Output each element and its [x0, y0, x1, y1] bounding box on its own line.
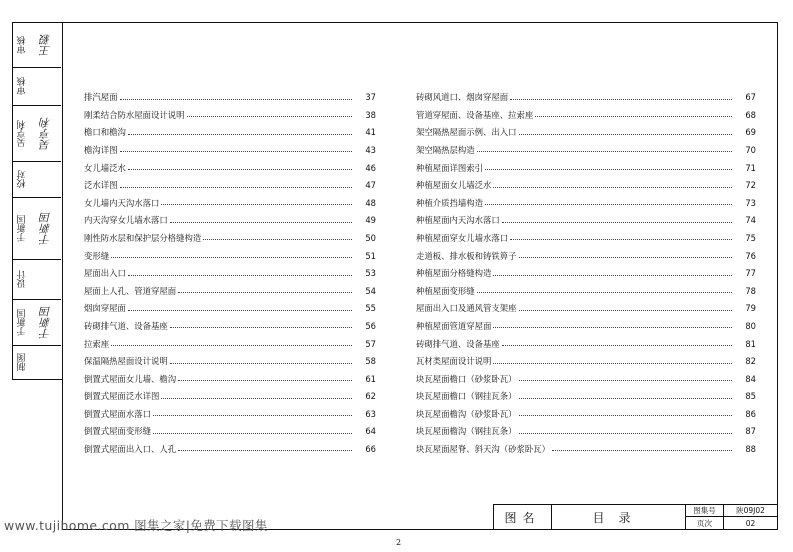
toc-entry: [416, 295, 756, 313]
toc-entry-page: 72: [745, 180, 756, 191]
toc-entry-title: 檐口和檐沟: [84, 127, 126, 138]
toc-entry: [84, 172, 376, 190]
toc-entry: [84, 242, 376, 260]
dot-leader: [178, 450, 352, 451]
drawing-title: 目录: [552, 505, 686, 529]
toc-entry: [416, 137, 756, 155]
toc-entry: [416, 313, 756, 331]
drawing-name-label: 图名: [494, 505, 552, 529]
toc-entry: [84, 418, 376, 436]
dot-leader: [170, 222, 352, 223]
side-label: 设计: [17, 270, 28, 289]
toc-entry-page: 54: [365, 285, 376, 296]
toc-entry-page: 53: [365, 268, 376, 279]
side-label: 于新国: [17, 309, 28, 336]
dot-leader: [161, 398, 352, 399]
toc-entry-title: 种植介质挡墙构造: [416, 197, 483, 208]
toc-entry: [84, 137, 376, 155]
toc-entry-title: 倒置式屋面出入口、人孔: [84, 444, 177, 455]
toc-entry: [84, 348, 376, 366]
toc-entry: [84, 436, 376, 454]
dot-leader: [128, 310, 352, 311]
dot-leader: [203, 239, 352, 240]
toc-entry-page: 82: [745, 356, 756, 367]
toc-entry-page: 76: [745, 250, 756, 261]
toc-entry: [84, 401, 376, 419]
toc-entry-page: 79: [745, 303, 756, 314]
dot-leader: [502, 222, 732, 223]
dot-leader: [519, 134, 733, 135]
toc-entry-page: 41: [365, 127, 376, 138]
toc-entry: [416, 84, 756, 102]
toc-entry-title: 泛水详图: [84, 180, 118, 191]
toc-entry-page: 57: [365, 338, 376, 349]
dot-leader: [493, 327, 732, 328]
toc-entry: [84, 225, 376, 243]
toc-entry-title: 管道穿屋面、设备基座、拉索座: [416, 109, 534, 120]
toc-entry-page: 84: [745, 373, 756, 384]
toc-entry: [84, 154, 376, 172]
dot-leader: [493, 187, 732, 188]
toc-entry-title: 倒置式屋面泛水详图: [84, 391, 160, 402]
toc-entry-title: 架空隔热屋面示例、出入口: [416, 127, 517, 138]
toc-entry-page: 81: [745, 338, 756, 349]
toc-entry-page: 85: [745, 391, 756, 402]
side-label: 审核: [17, 36, 28, 54]
toc-entry-title: 女儿墙内天沟水落口: [84, 197, 160, 208]
signature: [33, 260, 59, 299]
toc-entry-page: 48: [365, 197, 376, 208]
toc-entry: [84, 102, 376, 120]
toc-entry-title: 烟囱穿屋面: [84, 303, 126, 314]
side-cell-3: [13, 105, 61, 161]
dot-leader: [510, 239, 732, 240]
toc-entry: [416, 260, 756, 278]
signature: 于新国: [39, 212, 52, 245]
toc-entry-page: 69: [745, 127, 756, 138]
title-block: [493, 504, 778, 530]
dot-leader: [493, 363, 732, 364]
dot-leader: [128, 275, 352, 276]
toc-entry: [416, 225, 756, 243]
dot-leader: [187, 116, 353, 117]
toc-entry-page: 50: [365, 232, 376, 243]
toc-entry-title: 砖砌排气道、设备基座: [416, 338, 500, 349]
page-number: 02: [745, 518, 756, 528]
toc-entry: [416, 401, 756, 419]
toc-entry-title: 女儿墙泛水: [84, 162, 126, 173]
dot-leader: [519, 257, 733, 258]
side-cell-2: [13, 67, 61, 105]
signature: 于新国: [39, 306, 52, 339]
dot-leader: [535, 116, 732, 117]
footer-page-number: 2: [396, 538, 402, 547]
side-cell-7: [13, 299, 61, 345]
toc-entry-page: 58: [365, 356, 376, 367]
toc-entry-page: 56: [365, 320, 376, 331]
toc-entry: [84, 330, 376, 348]
toc-entry-title: 种植屋面变形缝: [416, 285, 475, 296]
side-cell-4: [13, 161, 61, 197]
dot-leader: [170, 327, 352, 328]
toc-entry-title: 种植屋面女儿墙泛水: [416, 180, 492, 191]
toc-entry-title: 屋面出入口及通风管支架座: [416, 303, 517, 314]
toc-entry-page: 51: [365, 250, 376, 261]
toc-entry-title: 瓦材类屋面设计说明: [416, 356, 492, 367]
toc-entry-page: 74: [745, 215, 756, 226]
dot-leader: [178, 380, 352, 381]
toc-entry: [84, 383, 376, 401]
dot-leader: [502, 345, 732, 346]
side-label: 于新国: [17, 215, 28, 242]
toc-entry: [416, 242, 756, 260]
dot-leader: [493, 275, 732, 276]
toc-entry-title: 块瓦屋面檐沟（钢挂瓦条）: [416, 426, 517, 437]
toc-entry: [416, 190, 756, 208]
toc-entry: [416, 383, 756, 401]
dot-leader: [178, 292, 352, 293]
toc-entry-page: 37: [365, 92, 376, 103]
signature: 吴亨利: [39, 117, 52, 150]
review-signature-panel: [12, 22, 62, 380]
dot-leader: [477, 151, 732, 152]
toc-entry-page: 38: [365, 109, 376, 120]
toc-entry-page: 80: [745, 320, 756, 331]
toc-entry-page: 75: [745, 232, 756, 243]
toc-entry-title: 种植屋面穿女儿墙水落口: [416, 232, 509, 243]
side-cell-1: [13, 23, 61, 67]
toc-entry-title: 种植屋面分格缝构造: [416, 268, 492, 279]
toc-entry: [416, 348, 756, 366]
side-cell-6: [13, 259, 61, 299]
toc-entry-page: 86: [745, 408, 756, 419]
dot-leader: [519, 398, 733, 399]
toc-entry-title: 砖砌排气道、设备基座: [84, 320, 168, 331]
page-number-row: [686, 517, 777, 529]
signature: [33, 346, 59, 379]
toc-entry-title: 倒置式屋面水落口: [84, 408, 151, 419]
toc-entry: [416, 207, 756, 225]
toc-entry: [416, 418, 756, 436]
toc-entry-title: 屋面出入口: [84, 268, 126, 279]
side-label: 审核: [17, 77, 28, 96]
toc-entry-title: 块瓦屋面檐口（砂浆卧瓦）: [416, 373, 517, 384]
toc-entry-title: 屋面上人孔、管道穿屋面: [84, 285, 177, 296]
toc-entry: [416, 278, 756, 296]
toc-entry: [84, 295, 376, 313]
dot-leader: [519, 380, 733, 381]
toc-entry-title: 种植屋面内天沟水落口: [416, 215, 500, 226]
toc-entry: [84, 313, 376, 331]
toc-entry-page: 46: [365, 162, 376, 173]
watermark: www.tujihome.com 图集之家|免费下载图集: [4, 518, 268, 533]
dot-leader: [170, 363, 352, 364]
toc-entry: [84, 84, 376, 102]
toc-entry: [416, 330, 756, 348]
dot-leader: [161, 204, 352, 205]
toc-entry-title: 排汽屋面: [84, 92, 118, 103]
toc-entry-title: 块瓦屋面檐口（钢挂瓦条）: [416, 391, 517, 402]
toc-entry-page: 64: [365, 426, 376, 437]
dot-leader: [477, 292, 732, 293]
toc-entry: [416, 119, 756, 137]
dot-leader: [120, 151, 353, 152]
dot-leader: [111, 345, 352, 346]
toc-left-column: [84, 84, 376, 453]
signature: [33, 162, 59, 197]
dot-leader: [552, 450, 732, 451]
side-cell-8: [13, 345, 61, 379]
toc-entry-page: 68: [745, 109, 756, 120]
toc-entry: [84, 260, 376, 278]
toc-entry-page: 70: [745, 144, 756, 155]
toc-entry-title: 块瓦屋面檐沟（砂浆卧瓦）: [416, 408, 517, 419]
dot-leader: [519, 433, 733, 434]
toc-entry: [416, 436, 756, 454]
toc-entry-page: 43: [365, 144, 376, 155]
toc-entry-title: 倒置式屋面女儿墙、檐沟: [84, 373, 177, 384]
atlas-number-row: [686, 505, 777, 517]
toc-entry: [84, 119, 376, 137]
side-cell-5: [13, 197, 61, 259]
toc-entry: [416, 366, 756, 384]
toc-entry-title: 檐沟详图: [84, 144, 118, 155]
toc-entry-page: 71: [745, 162, 756, 173]
toc-entry-title: 刚柔结合防水屋面设计说明: [84, 109, 185, 120]
toc-entry-title: 走道板、排水板和铸铁箅子: [416, 250, 517, 261]
side-label: 制图: [17, 353, 28, 372]
toc-entry-page: 47: [365, 180, 376, 191]
dot-leader: [111, 257, 352, 258]
toc-entry-title: 变形缝: [84, 250, 110, 261]
toc-entry-title: 块瓦屋面屋脊、斜天沟（砂浆卧瓦）: [416, 444, 550, 455]
dot-leader: [519, 310, 733, 311]
atlas-number: 陕09J02: [736, 506, 765, 515]
toc-entry: [416, 172, 756, 190]
toc-entry-page: 63: [365, 408, 376, 419]
toc-entry: [84, 278, 376, 296]
toc-entry-title: 种植屋面管道穿屋面: [416, 320, 492, 331]
dot-leader: [485, 169, 732, 170]
dot-leader: [128, 134, 352, 135]
toc-entry-page: 87: [745, 426, 756, 437]
side-label: 吴亨利: [17, 120, 28, 147]
signature: [33, 68, 59, 105]
toc-entry-page: 88: [745, 444, 756, 455]
toc-entry: [416, 154, 756, 172]
dot-leader: [510, 99, 732, 100]
toc-entry: [84, 207, 376, 225]
toc-entry-title: 倒置式屋面变形缝: [84, 426, 151, 437]
toc-entry-page: 78: [745, 285, 756, 296]
toc-entry-page: 61: [365, 373, 376, 384]
atlas-info: [686, 505, 777, 529]
atlas-number-label: 图集号: [686, 505, 724, 516]
dot-leader: [153, 415, 352, 416]
toc-entry-page: 49: [365, 215, 376, 226]
toc-right-column: [416, 84, 756, 453]
dot-leader: [128, 169, 352, 170]
toc-entry-page: 55: [365, 303, 376, 314]
dot-leader: [485, 204, 732, 205]
dot-leader: [120, 99, 353, 100]
dot-leader: [153, 433, 352, 434]
dot-leader: [120, 187, 353, 188]
toc-entry-page: 77: [745, 268, 756, 279]
toc-entry-page: 67: [745, 92, 756, 103]
toc-entry: [84, 366, 376, 384]
page-number-label: 页次: [686, 517, 724, 529]
signature: 王毅: [39, 34, 52, 56]
toc-entry-title: 砖砌风道口、烟囱穿屋面: [416, 92, 509, 103]
toc-entry-title: 架空隔热层构造: [416, 144, 475, 155]
toc-entry-title: 种植屋面详图索引: [416, 162, 483, 173]
dot-leader: [519, 415, 733, 416]
toc-entry-title: 刚性防水层和保护层分格缝构造: [84, 232, 202, 243]
toc-entry-page: 66: [365, 444, 376, 455]
side-label: 校对: [17, 170, 28, 189]
toc-entry-title: 保温隔热屋面设计说明: [84, 356, 168, 367]
toc-entry-page: 73: [745, 197, 756, 208]
toc-entry: [416, 102, 756, 120]
toc-entry-page: 62: [365, 391, 376, 402]
toc-entry-title: 拉索座: [84, 338, 110, 349]
toc-entry-title: 内天沟穿女儿墙水落口: [84, 215, 168, 226]
toc-entry: [84, 190, 376, 208]
